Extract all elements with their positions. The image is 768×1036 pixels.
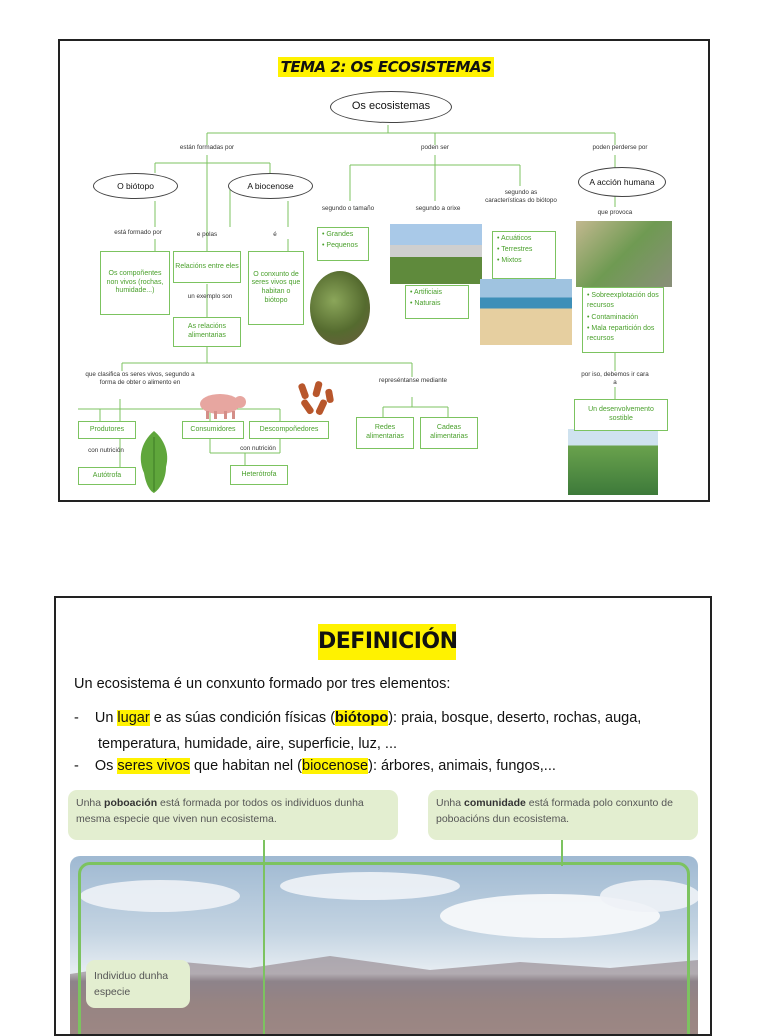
sustainable-landscape-photo [568,429,658,495]
label-with-nutrition-1: con nutrición [88,447,124,454]
community-note [428,790,698,840]
population-note [68,790,398,840]
node-consumers: Consumidores [182,421,244,439]
label-classifies: que clasifica os seres vivos, segundo a forma de obter o alimento en [85,371,195,386]
node-biotopo: O biótopo [93,173,178,199]
origin-list [405,285,469,319]
node-decomposers: Descompoñedores [249,421,329,439]
node-living-beings: O conxunto de seres vivos que habitan o biótopo [248,251,304,325]
node-heterotrophic: Heterótrofa [230,465,288,485]
bullet-dash: - [74,758,79,774]
highlight-biotopo: biótopo [335,710,389,726]
label-formed-by: están formadas por [179,144,235,151]
bullet-text: ): praia, bosque, deserto, rochas, auga, [388,710,642,726]
origin-item: • Naturais [410,299,441,307]
label-can-be: poden ser [420,144,449,151]
bacteria-illustration [296,379,340,423]
bullet-text: Os [94,758,118,774]
impact-item: • Mala repartición dos recursos [587,325,655,343]
origin-item: • Artificiais [410,289,443,296]
highlight-biocenose: biocenose [302,758,369,774]
label-example-is: un exemplo son [187,293,233,300]
node-producers: Produtores [78,421,136,439]
beach-photo [480,279,572,345]
label-is: é [273,231,277,238]
node-non-living: Os compoñentes non vivos (rochas, humidade...) [100,251,170,315]
characteristics-item: • Terrestres [497,245,533,253]
city-photo [390,224,482,284]
impact-item: • Sobreexplotación dos recursos [587,292,659,309]
concept-map-card [58,39,710,502]
label-which-causes: que provoca [597,209,633,216]
note-text: Unha [76,797,105,809]
characteristics-item: • Mixtos [497,256,522,264]
forest-rock-photo [310,271,370,345]
node-biocenose: A biocenose [228,173,313,199]
root-node: Os ecosistemas [330,91,452,123]
note-term-population: poboación [104,797,158,809]
node-autotrophic: Autótrofa [78,467,136,485]
individual-note: Individuo dunha especie [86,960,190,1008]
highlight-lugar: lugar [117,710,150,726]
highlight-seres-vivos: seres vivos [117,758,190,774]
bullet-text: ): árbores, animais, fungos,... [368,758,556,774]
node-relations: Relacións entre eles [173,251,241,283]
characteristics-item: • Acuáticos [497,235,532,242]
impact-list [582,287,664,353]
label-by-size: segundo o tamaño [321,205,375,212]
node-food-webs: Redes alimentarias [356,417,414,449]
note-text: está formada por todos os individuos dunha mesma especie que viven nun ecosistema. [76,797,364,826]
definition-title: DEFINICIÓN [318,624,456,660]
bullet-biotopo-line2: temperatura, humidade, aire, superficie, luz, ... [98,736,398,752]
node-food-relations: As relacións alimentarias [173,317,241,347]
concept-map-title: TEMA 2: OS ECOSISTEMAS [278,57,494,77]
label-by-characteristics: segundo as características do biótopo [485,189,557,204]
label-formed-by-2: está formado por [114,229,162,236]
note-text: Unha [436,797,465,809]
node-sustainable: Un desenvolvemento sostible [574,399,668,431]
bullet-dash: - [74,710,79,726]
node-human-action: A acción humana [578,167,666,197]
lettuce-illustration [136,429,172,495]
definition-intro: Un ecosistema é un conxunto formado por tres elementos: [74,676,451,692]
size-item: • Grandes [322,231,354,238]
label-and-by: e polas [196,231,218,238]
size-list [317,227,369,261]
note-term-community: comunidade [464,797,526,809]
label-with-nutrition-2: con nutrición [240,445,276,452]
bullet-biotopo [74,710,641,726]
definition-card [54,596,712,1036]
bullet-text: Un [94,710,118,726]
bullet-text: e as súas condición físicas ( [149,710,336,726]
bullet-biocenose [74,758,556,774]
pig-illustration [194,389,248,421]
label-represented-by: represéntanse mediante [379,377,447,384]
note-text: está formada polo conxunto de poboacións dun ecosistema. [436,797,673,826]
label-therefore: por iso, debemos ir cara a [581,371,649,386]
label-by-origin: segundo a orixe [415,205,461,212]
label-can-be-lost: poden perderse por [592,144,648,151]
impact-item: • Contaminación [587,313,639,321]
bullet-text: que habitan nel ( [189,758,302,774]
size-item: • Pequenos [322,241,358,249]
characteristics-list [492,231,556,279]
node-food-chains: Cadeas alimentarias [420,417,478,449]
human-impact-photo [576,221,672,287]
